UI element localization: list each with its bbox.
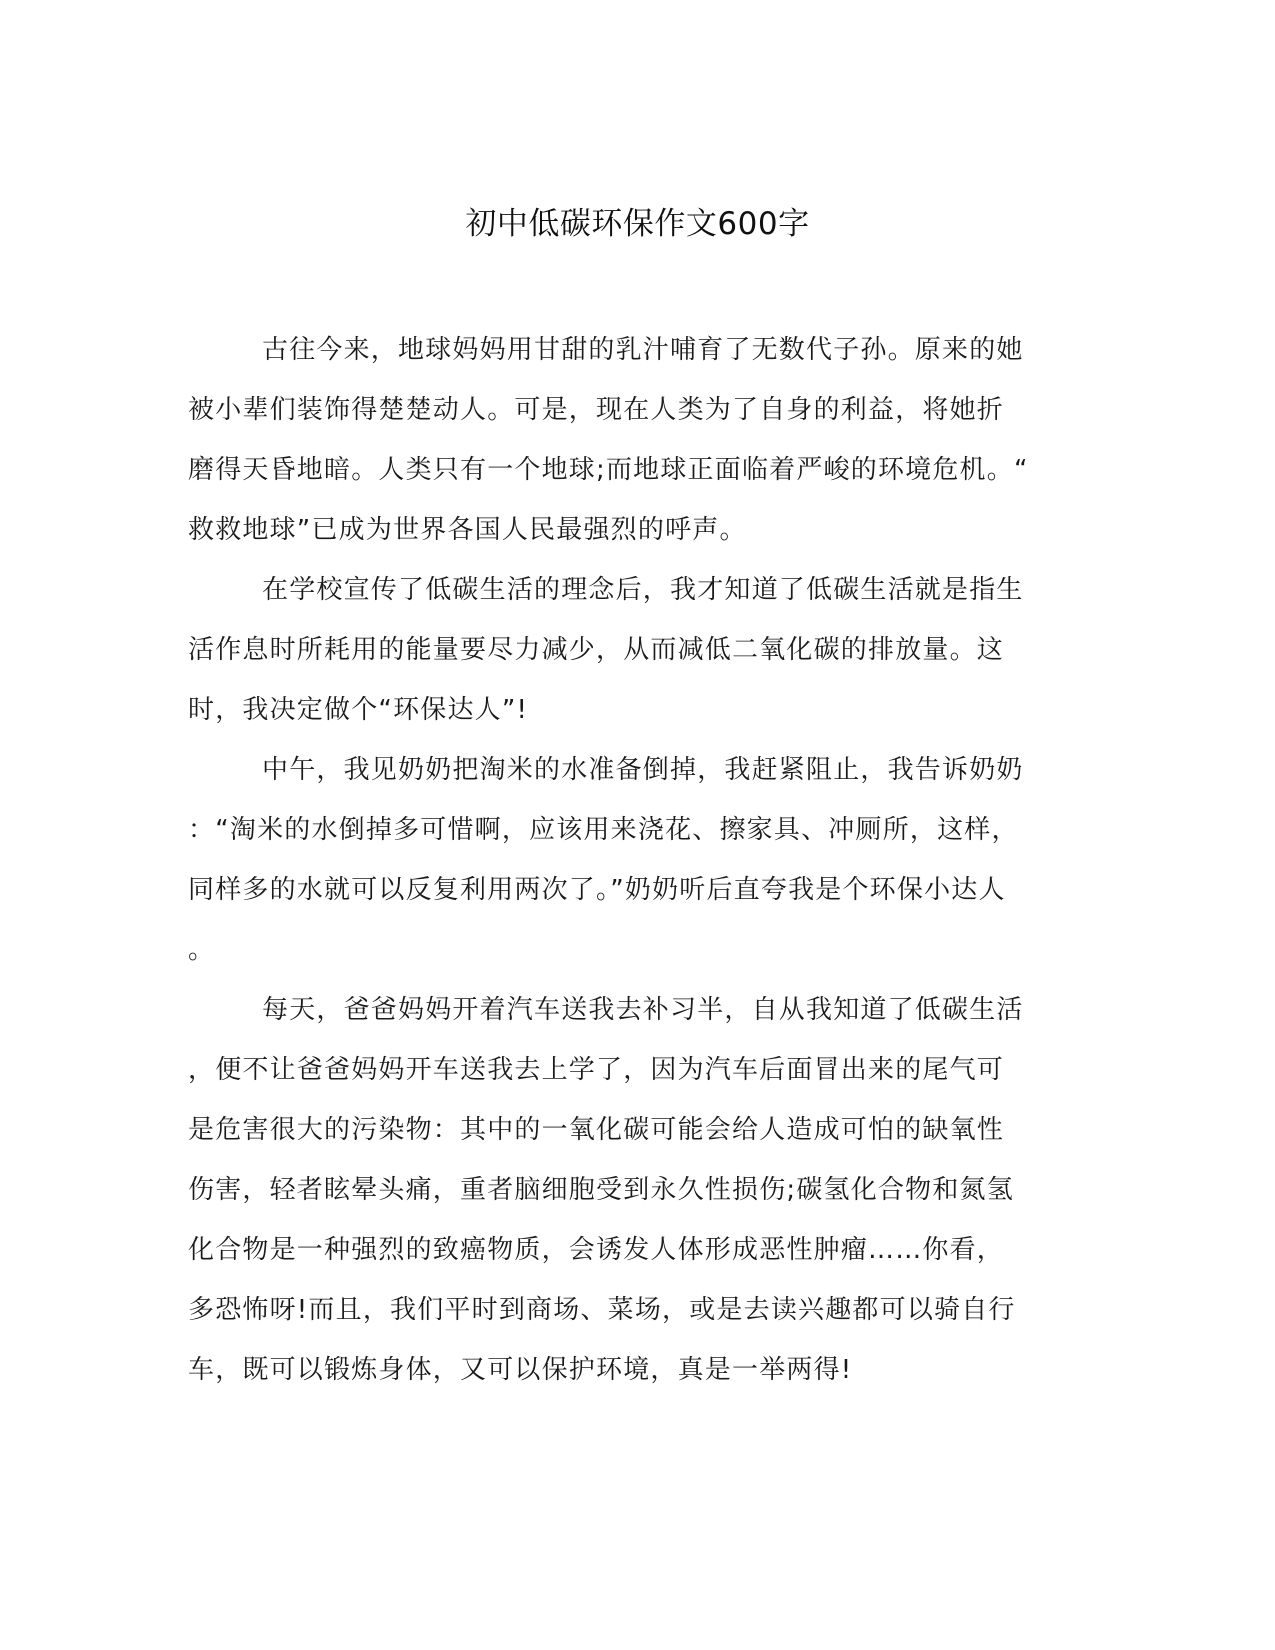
paragraph-1-line-4: 救救地球”已成为世界各国人民最强烈的呼声。 <box>188 515 747 545</box>
paragraph-1-line-1: 古往今来，地球妈妈用甘甜的乳汁哺育了无数代子孙。原来的她 <box>262 335 1024 365</box>
paragraph-4-line-2: ，便不让爸爸妈妈开车送我去上学了，因为汽车后面冒出来的尾气可 <box>188 1055 1005 1085</box>
paragraph-4-line-7: 车，既可以锻炼身体，又可以保护环境，真是一举两得! <box>188 1355 853 1385</box>
paragraph-3-line-3: 同样多的水就可以反复利用两次了。”奶奶听后直夸我是个环保小达人 <box>188 875 1006 905</box>
paragraph-4-line-3: 是危害很大的污染物：其中的一氧化碳可能会给人造成可怕的缺氧性 <box>188 1115 1005 1145</box>
paragraph-2-line-1: 在学校宣传了低碳生活的理念后，我才知道了低碳生活就是指生 <box>262 575 1024 605</box>
paragraph-4-line-5: 化合物是一种强烈的致癌物质，会诱发人体形成恶性肿瘤……你看， <box>188 1235 1005 1265</box>
paragraph-1-line-2: 被小辈们装饰得楚楚动人。可是，现在人类为了自身的利益，将她折 <box>188 395 1005 425</box>
paragraph-3-line-2: ：“淘米的水倒掉多可惜啊，应该用来浇花、擦家具、冲厕所，这样， <box>188 815 1019 845</box>
paragraph-4-line-1: 每天，爸爸妈妈开着汽车送我去补习半，自从我知道了低碳生活 <box>262 995 1024 1025</box>
paragraph-4-line-6: 多恐怖呀!而且，我们平时到商场、菜场，或是去读兴趣都可以骑自行 <box>188 1295 1016 1325</box>
document-title: 初中低碳环保作文600字 <box>465 206 810 242</box>
paragraph-4-line-4: 伤害，轻者眩晕头痛，重者脑细胞受到永久性损伤;碳氢化合物和氮氢 <box>188 1175 1014 1205</box>
document-body <box>188 320 1068 1400</box>
paragraph-3-line-4: 。 <box>188 935 216 965</box>
paragraph-2-line-2: 活作息时所耗用的能量要尽力减少，从而减低二氧化碳的排放量。这 <box>188 635 1005 665</box>
paragraph-3-line-1: 中午，我见奶奶把淘米的水准备倒掉，我赶紧阻止，我告诉奶奶 <box>262 755 1024 785</box>
paragraph-1-line-3: 磨得天昏地暗。人类只有一个地球;而地球正面临着严峻的环境危机。“ <box>188 455 1029 485</box>
paragraph-2-line-3: 时，我决定做个“环保达人”! <box>188 695 529 725</box>
